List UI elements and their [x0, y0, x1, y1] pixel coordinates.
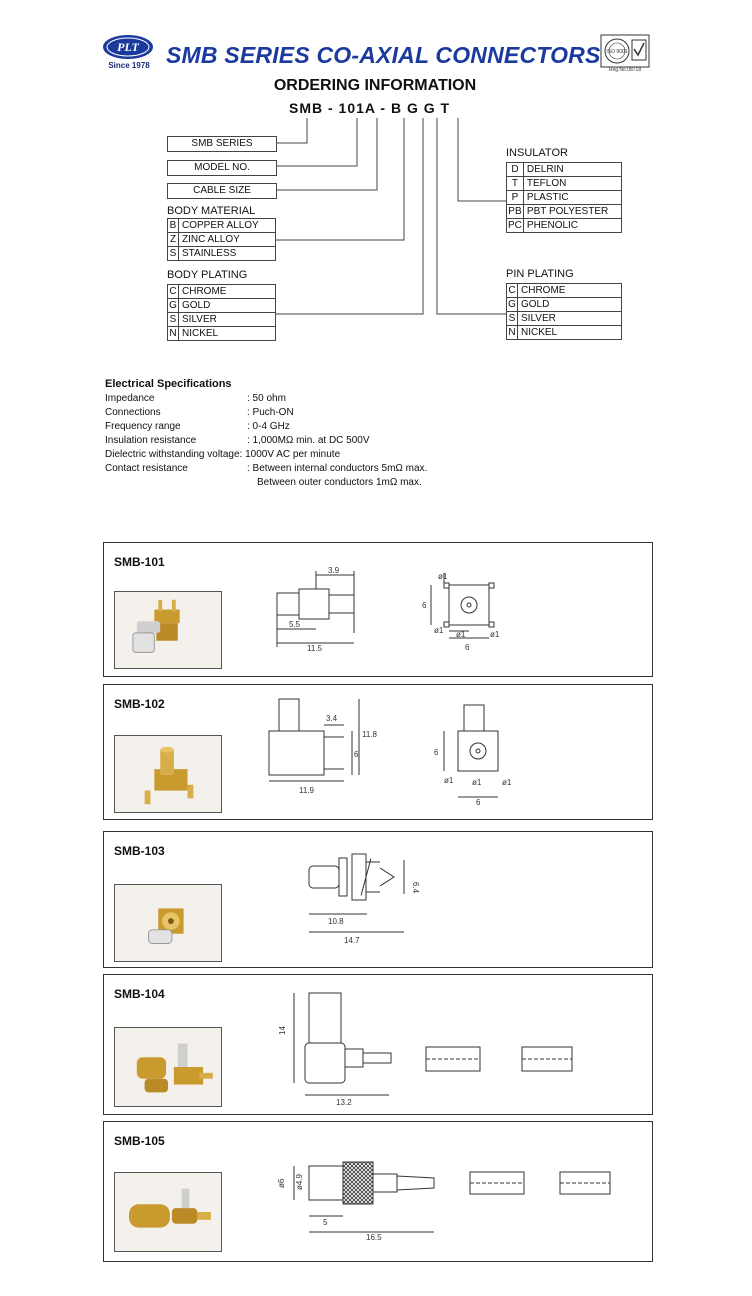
specs-title: Electrical Specifications: [105, 378, 232, 390]
svg-text:6: 6: [354, 750, 359, 759]
technical-drawing: [104, 832, 654, 969]
technical-drawing: [104, 1122, 654, 1263]
table-row: P PLASTIC: [507, 191, 622, 205]
svg-text:6.4: 6.4: [411, 882, 420, 894]
product-name: SMB-102: [114, 697, 165, 711]
svg-text:ø4.9: ø4.9: [295, 1173, 304, 1190]
spec-row: Dielectric withstanding voltage: 1000V AC per minute: [105, 449, 341, 460]
svg-text:ø6: ø6: [277, 1178, 286, 1188]
svg-text:14.7: 14.7: [344, 936, 360, 945]
smb-series-box: SMB SERIES: [167, 136, 277, 152]
insulator-label: INSULATOR: [506, 147, 568, 159]
part-code: SMB - 101A - B G G T: [289, 100, 451, 116]
svg-text:6: 6: [434, 748, 439, 757]
svg-text:14: 14: [278, 1026, 287, 1035]
product-panel-smb-104: [103, 974, 653, 1115]
svg-text:3.4: 3.4: [326, 714, 338, 723]
svg-text:11.9: 11.9: [299, 786, 314, 795]
table-row: G GOLD: [507, 298, 622, 312]
svg-text:11.5: 11.5: [307, 644, 322, 653]
cable-size-box: CABLE SIZE: [167, 183, 277, 199]
since-label: Since 1978: [108, 61, 150, 70]
spec-row: Contact resistance : Between internal conductors 5mΩ max.: [105, 463, 428, 474]
ordering-title: ORDERING INFORMATION: [273, 77, 477, 94]
spec-row: Frequency range : 0-4 GHz: [105, 421, 290, 432]
table-row: PC PHENOLIC: [507, 219, 622, 233]
product-panel-smb-105: [103, 1121, 653, 1262]
product-name: SMB-101: [114, 555, 165, 569]
body-plating-label: BODY PLATING: [167, 269, 248, 281]
technical-drawing: [104, 975, 654, 1116]
table-row: D DELRIN: [507, 163, 622, 177]
table-row: S SILVER: [168, 313, 276, 327]
table-row: Z ZINC ALLOY: [168, 233, 276, 247]
svg-text:ø1: ø1: [444, 776, 454, 785]
table-row: T TEFLON: [507, 177, 622, 191]
svg-text:10.8: 10.8: [328, 917, 344, 926]
svg-text:ø1: ø1: [434, 626, 444, 635]
logo-text: PLT: [117, 40, 139, 54]
body-material-label: BODY MATERIAL: [167, 205, 256, 217]
table-row: N NICKEL: [168, 327, 276, 341]
spec-row: Impedance : 50 ohm: [105, 393, 286, 404]
product-panel-smb-103: [103, 831, 653, 968]
svg-text:ø1: ø1: [472, 778, 482, 787]
technical-drawing: [104, 685, 654, 821]
svg-text:6: 6: [422, 601, 427, 610]
model-no-box: MODEL NO.: [167, 160, 277, 176]
product-panel-smb-102: [103, 684, 653, 820]
table-row: G GOLD: [168, 299, 276, 313]
technical-drawing: [104, 543, 654, 678]
table-row: S STAINLESS: [168, 247, 276, 261]
table-row: C CHROME: [168, 285, 276, 299]
cert-text: ISO 9001: [606, 49, 628, 55]
pin-plating-label: PIN PLATING: [506, 268, 574, 280]
product-panel-smb-101: [103, 542, 653, 677]
svg-text:5: 5: [323, 1218, 328, 1227]
table-row: C CHROME: [507, 284, 622, 298]
svg-text:11.8: 11.8: [362, 730, 377, 739]
svg-text:6: 6: [465, 643, 470, 652]
table-row: PB PBT POLYESTER: [507, 205, 622, 219]
svg-text:3.9: 3.9: [328, 566, 340, 575]
svg-text:6: 6: [476, 798, 481, 807]
product-name: SMB-105: [114, 1134, 165, 1148]
svg-text:ø1: ø1: [502, 778, 512, 787]
svg-text:5.5: 5.5: [289, 620, 301, 629]
ordering-connector-lines: [0, 0, 752, 360]
svg-text:ø1: ø1: [438, 572, 448, 581]
page-title: SMB SERIES CO-AXIAL CONNECTORS: [166, 42, 601, 68]
svg-text:13.2: 13.2: [336, 1098, 352, 1107]
table-row: B COPPER ALLOY: [168, 219, 276, 233]
table-row: S SILVER: [507, 312, 622, 326]
spec-row: Between outer conductors 1mΩ max.: [257, 477, 422, 488]
svg-text:16.5: 16.5: [366, 1233, 382, 1242]
spec-row: Connections : Puch-ON: [105, 407, 294, 418]
product-name: SMB-103: [114, 844, 165, 858]
svg-text:ø1: ø1: [456, 630, 466, 639]
table-row: N NICKEL: [507, 326, 622, 340]
spec-row: Insulation resistance : 1,000MΩ min. at DC 500V: [105, 435, 370, 446]
product-name: SMB-104: [114, 987, 165, 1001]
svg-text:ø1: ø1: [490, 630, 500, 639]
cert-number: Reg.No.08718: [608, 67, 642, 73]
